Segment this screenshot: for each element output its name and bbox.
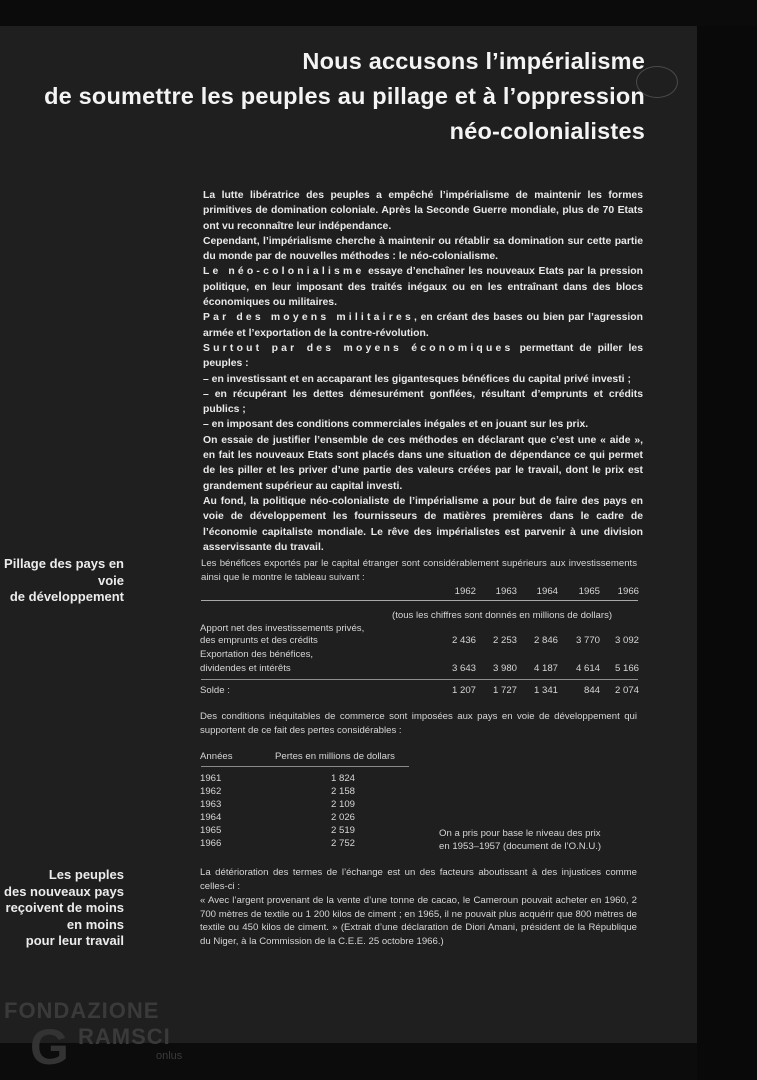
losses-value: 2 752 (331, 838, 356, 849)
losses-year: 1962 (200, 786, 222, 797)
losses-year: 1961 (200, 773, 222, 784)
intro-p3-rest: essaye d’enchaîner les nouveaux Etats par la pression politique, en leur imposant des traités inégaux ou en les entraînant dans des blocs économiques ou militaires. (203, 266, 643, 309)
intro-paragraph-2: Cependant, l’impérialisme cherche à maintenir ou rétablir sa domination sur cette partie du monde par de nouvelles méthodes : le néo-colonialisme. (203, 235, 643, 263)
losses-rule (201, 766, 409, 767)
table-cell: 2 074 (614, 685, 639, 696)
intro-p4-lead: Par des moyens militaires (203, 312, 414, 324)
losses-note-line-2: en 1953–1957 (document de l’O.N.U.) (439, 841, 602, 852)
table-cell: 4 187 (533, 663, 558, 674)
table-cell: 3 092 (614, 635, 639, 646)
intro-paragraph-6: On essaie de justifier l’ensemble de ces méthodes en déclarant que c’est une « aide », en fait les nouveaux Etats sont placés dans une situation de dépendance ce qui permet de les piller et les priver d’une partie des valeurs créées par le travail, dont le prix est grandement supérieur au capital investi. (203, 434, 643, 492)
intro-text (203, 188, 643, 555)
table-cell: 4 614 (575, 663, 600, 674)
watermark-line-3: onlus (156, 1050, 183, 1062)
table-cell: 3 770 (575, 635, 600, 646)
table-rule-top (201, 600, 638, 601)
year-1962: 1962 (454, 586, 476, 597)
intro-bullet-3: – en imposant des conditions commerciales inégales et en jouant sur les prix. (203, 419, 589, 431)
intro-p5-lead: Surtout par des moyens économiques (203, 342, 514, 354)
losses-value: 2 158 (331, 786, 356, 797)
table-cell: 1 341 (533, 685, 558, 696)
year-1966: 1966 (617, 586, 639, 597)
intro-paragraph-7: Au fond, la politique néo-colonialiste de l’impérialisme a pour but de faire des pays en voie de développement les fournisseurs de matières premières dans le cadre de l’économie capitaliste mondiale. Le rêve des impérialistes est parvenir à une division asservissante du travail. (203, 495, 643, 553)
year-1964: 1964 (536, 586, 558, 597)
table-unit-note: (tous les chiffres sont donnés en millions de dollars) (392, 610, 613, 621)
losses-col-years: Années (200, 751, 233, 762)
losses-year: 1965 (200, 825, 222, 836)
section-2-text-1: La détérioration des termes de l’échange est un des facteurs aboutissant à des injustices comme celles-ci : (200, 867, 637, 892)
table-cell: 1 727 (492, 685, 517, 696)
section-1-text: Les bénéfices exportés par le capital étranger sont considérablement supérieurs aux investissements ainsi que le montre le tableau suivant : (201, 558, 637, 583)
intro-paragraph-5 (203, 341, 643, 372)
losses-year: 1966 (200, 838, 222, 849)
section-2-heading: Les peuples des nouveaux pays reçoivent de moins en moins pour leur travail (4, 867, 124, 948)
year-1963: 1963 (495, 586, 517, 597)
intro-paragraph-3 (203, 264, 643, 310)
title-line-3: néo-colonialistes (449, 118, 645, 144)
section-2-text-2: « Avec l’argent provenant de la vente d’une tonne de cacao, le Cameroun pouvait acheter en 1960, 2 700 mètres de textile ou 1 200 kilos de ciment ; en 1965, il ne pouvait plus acquérir que 800 mètres de textile ou 450 kilos de ciment. » (Extrait d’une déclaration de Diori Amani, président de la République du Niger, à la Commission de la C.E.E. 25 octobre 1966.) (200, 895, 637, 947)
scan-right-edge (697, 26, 757, 1080)
table-cell: 2 253 (492, 635, 517, 646)
intro-paragraph-1: La lutte libératrice des peuples a empêché l’impérialisme de maintenir les formes primitives de domination coloniale. Après la Seconde Guerre mondiale, plus de 70 Etats ont vu reconnaître leur indépendance. (203, 190, 643, 232)
losses-note-line-1: On a pris pour base le niveau des prix (439, 828, 601, 839)
row1-label-b: des emprunts et des crédits (200, 635, 318, 646)
section-1-heading: Pillage des pays en voie de développement (4, 556, 124, 604)
table-cell: 3 980 (492, 663, 517, 674)
table-cell: 2 846 (533, 635, 558, 646)
table-cell: 5 166 (614, 663, 639, 674)
intro-paragraph-4 (203, 310, 643, 341)
year-1965: 1965 (578, 586, 600, 597)
losses-year: 1964 (200, 812, 222, 823)
table-rule-solde (201, 679, 638, 680)
watermark-line-1: FONDAZIONE (4, 998, 160, 1023)
losses-year: 1963 (200, 799, 222, 810)
losses-value: 2 519 (331, 825, 356, 836)
fondazione-gramsci-watermark (4, 998, 194, 1076)
conditions-text: Des conditions inéquitables de commerce sont imposées aux pays en voie de développement qui supportent de ce fait des pertes considérables : (200, 711, 637, 736)
title-line-2: de soumettre les peuples au pillage et à l’oppression (44, 83, 645, 109)
table-cell: 2 436 (451, 635, 476, 646)
row2-label-b: dividendes et intérêts (200, 663, 291, 674)
table-cell: 3 643 (451, 663, 476, 674)
poster-sheet (0, 26, 697, 1043)
losses-col-values: Pertes en millions de dollars (275, 751, 395, 762)
losses-value: 1 824 (331, 773, 356, 784)
solde-label: Solde : (200, 685, 230, 696)
intro-bullet-1: – en investissant et en accaparant les gigantesques bénéfices du capital privé investi ; (203, 373, 631, 385)
intro-p5-rest: permettant de piller les peuples : (203, 342, 643, 370)
intro-p3-lead: Le néo-colonialisme (203, 266, 365, 278)
row2-label-a: Exportation des bénéfices, (200, 649, 314, 660)
table-cell: 1 207 (451, 685, 476, 696)
watermark-g-logo: G (30, 1019, 69, 1075)
losses-value: 2 026 (331, 812, 356, 823)
row1-label-a: Apport net des investissements privés, (200, 623, 365, 634)
losses-value: 2 109 (331, 799, 356, 810)
intro-bullet-2: – en récupérant les dettes démesurément gonflées, résultant d’emprunts et crédits publics ; (203, 388, 643, 416)
scan-top-edge (0, 0, 757, 26)
watermark-line-2: RAMSCI (78, 1024, 171, 1049)
table-cell: 844 (583, 685, 600, 696)
intro-p4-rest: , en créant des bases ou bien par l’agression armée et l’exportation de la contre-révolution. (203, 312, 643, 339)
title-line-1: Nous accusons l’impérialisme (302, 48, 645, 74)
